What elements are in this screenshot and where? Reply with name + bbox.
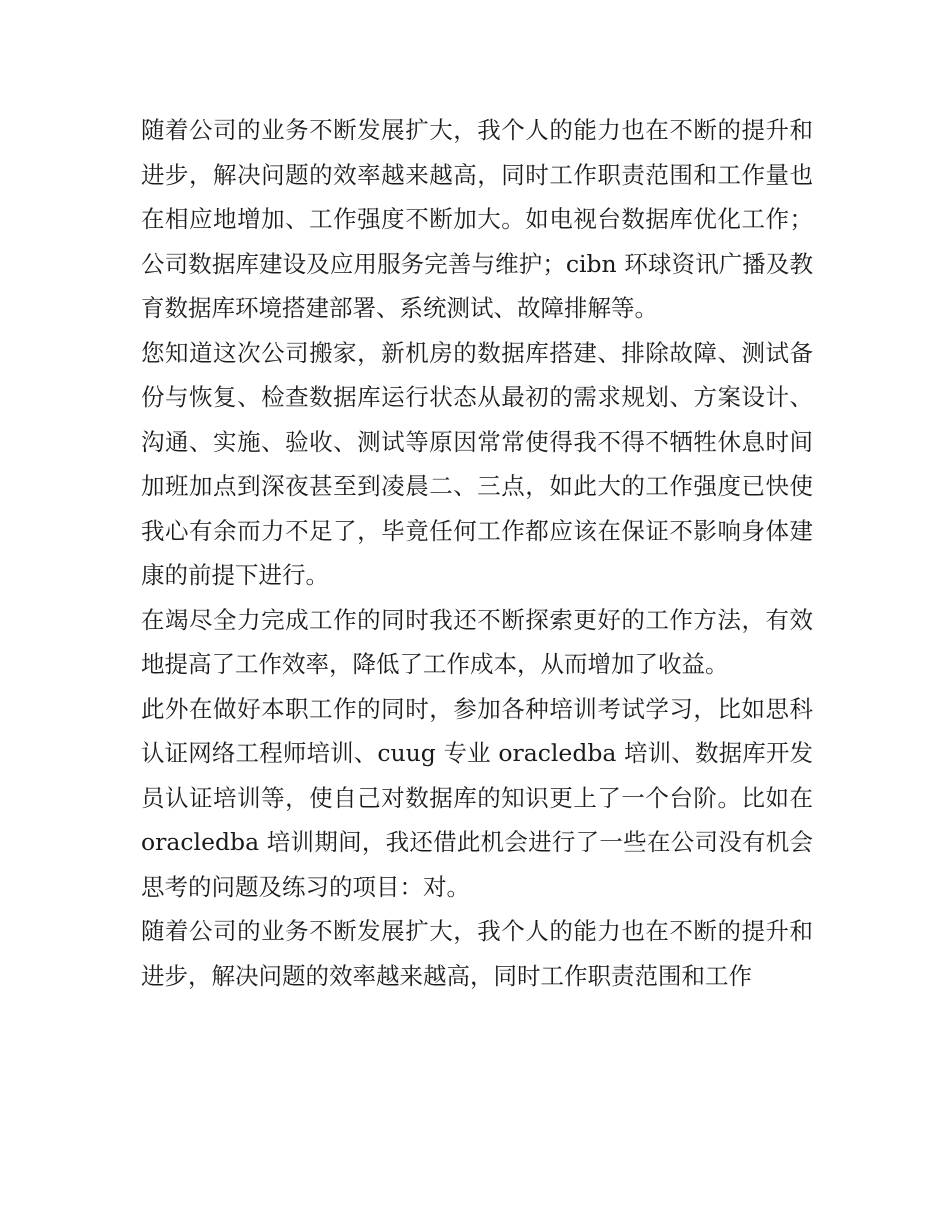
paragraph-4: 此外在做好本职工作的同时，参加各种培训考试学习，比如思科认证网络工程师培训、cuug 专业 oracledba 培训、数据库开发员认证培训等，使自己对数据库的知识更上了一个台阶。比如在 oracledba 培训期间，我还借此机会进行了一些在公司没有机会思考的问题及练习的项目：对。 xyxy=(141,694,813,901)
paragraph-1: 随着公司的业务不断发展扩大，我个人的能力也在不断的提升和进步，解决问题的效率越来越高，同时工作职责范围和工作量也在相应地增加、工作强度不断加大。如电视台数据库优化工作；公司数据库建设及应用服务完善与维护；cibn 环球资讯广播及教育数据库环境搭建部署、系统测试、故障排解等。 xyxy=(141,116,813,322)
paragraph-5: 随着公司的业务不断发展扩大，我个人的能力也在不断的提升和进步，解决问题的效率越来越高，同时工作职责范围和工作 xyxy=(141,917,813,990)
document-body xyxy=(141,108,813,998)
paragraph-2: 您知道这次公司搬家，新机房的数据库搭建、排除故障、测试备份与恢复、检查数据库运行状态从最初的需求规划、方案设计、沟通、实施、验收、测试等原因常常使得我不得不牺牲休息时间加班加点到深夜甚至到凌晨二、三点，如此大的工作强度已快使我心有余而力不足了，毕竟任何工作都应该在保证不影响身体建康的前提下进行。 xyxy=(141,338,813,589)
paragraph-3: 在竭尽全力完成工作的同时我还不断探索更好的工作方法，有效地提高了工作效率，降低了工作成本，从而增加了收益。 xyxy=(141,605,813,678)
